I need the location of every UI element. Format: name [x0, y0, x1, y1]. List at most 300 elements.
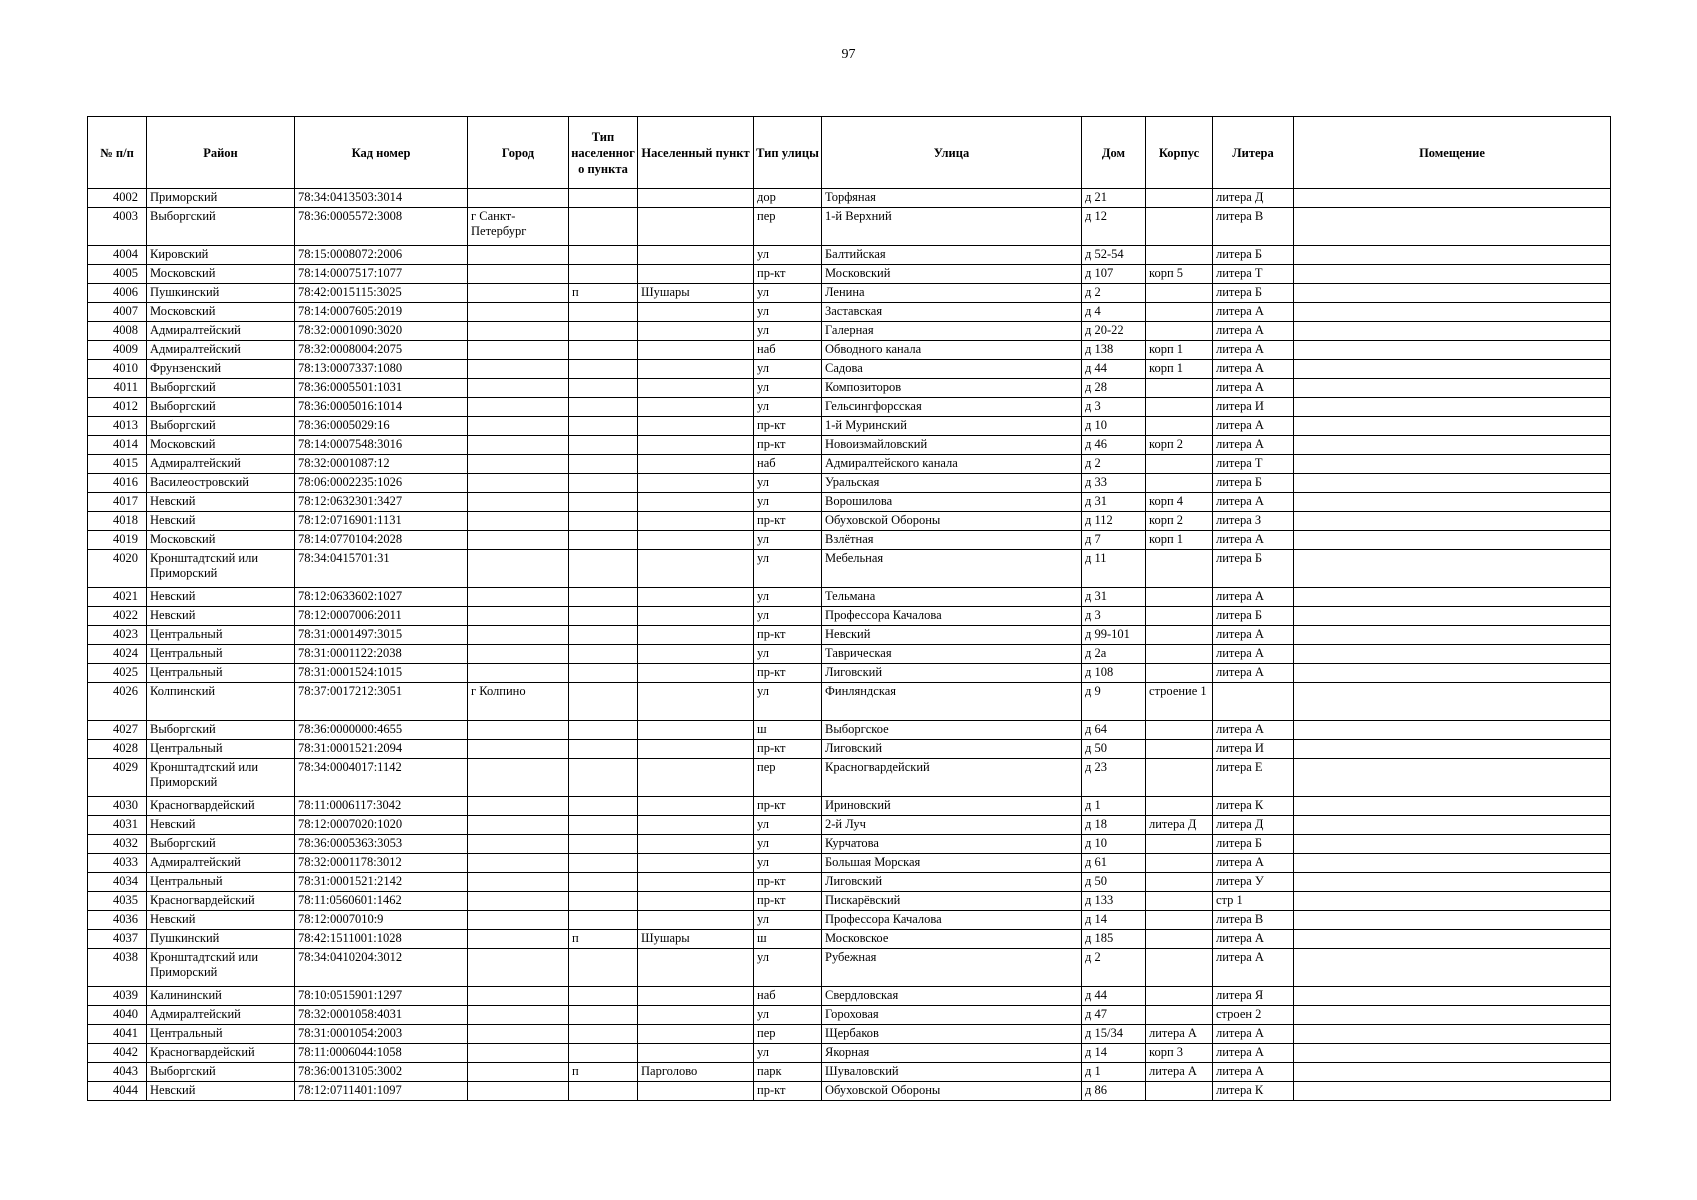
table-row — [88, 189, 1611, 208]
table-cell-street: Галерная — [822, 322, 1082, 341]
table-row — [88, 265, 1611, 284]
table-row — [88, 987, 1611, 1006]
table-row — [88, 1006, 1611, 1025]
table-cell-premises — [1294, 493, 1611, 512]
table-cell-house: д 28 — [1082, 379, 1146, 398]
table-cell-letter: литера Б — [1213, 550, 1294, 588]
table-cell-premises — [1294, 550, 1611, 588]
table-cell-street: Финляндская — [822, 683, 1082, 721]
table-row — [88, 1082, 1611, 1101]
table-cell-settlement-type — [569, 759, 638, 797]
table-cell-number: 4014 — [88, 436, 147, 455]
table-cell-letter: литера И — [1213, 398, 1294, 417]
table-cell-settlement-type — [569, 797, 638, 816]
table-cell-district: Центральный — [147, 645, 295, 664]
table-cell-district: Выборгский — [147, 721, 295, 740]
table-cell-street: Таврическая — [822, 645, 1082, 664]
table-cell-district: Кронштадтский или Приморский — [147, 759, 295, 797]
table-cell-letter: строен 2 — [1213, 1006, 1294, 1025]
table-cell-cadastral-number: 78:34:0413503:3014 — [295, 189, 468, 208]
table-cell-city — [468, 1006, 569, 1025]
table-cell-street-type: пр-кт — [754, 892, 822, 911]
table-cell-number: 4040 — [88, 1006, 147, 1025]
table-cell-street-type: пр-кт — [754, 265, 822, 284]
table-row — [88, 284, 1611, 303]
table-cell-street: Профессора Качалова — [822, 911, 1082, 930]
table-cell-settlement: Парголово — [638, 1063, 754, 1082]
table-cell-street-type: ул — [754, 246, 822, 265]
table-cell-number: 4012 — [88, 398, 147, 417]
table-cell-building — [1146, 949, 1213, 987]
table-cell-city — [468, 816, 569, 835]
table-cell-street: Композиторов — [822, 379, 1082, 398]
table-cell-premises — [1294, 911, 1611, 930]
table-cell-letter: литера А — [1213, 493, 1294, 512]
table-cell-settlement-type — [569, 550, 638, 588]
table-cell-premises — [1294, 284, 1611, 303]
table-cell-cadastral-number: 78:11:0006044:1058 — [295, 1044, 468, 1063]
table-cell-cadastral-number: 78:42:1511001:1028 — [295, 930, 468, 949]
table-cell-number: 4037 — [88, 930, 147, 949]
table-cell-settlement-type — [569, 455, 638, 474]
table-row — [88, 683, 1611, 721]
table-cell-street-type: пр-кт — [754, 873, 822, 892]
table-cell-number: 4009 — [88, 341, 147, 360]
table-cell-street-type: пер — [754, 208, 822, 246]
table-cell-street: Выборгское — [822, 721, 1082, 740]
table-cell-district: Выборгский — [147, 417, 295, 436]
table-cell-street: Курчатова — [822, 835, 1082, 854]
table-cell-house: д 2 — [1082, 455, 1146, 474]
table-cell-premises — [1294, 607, 1611, 626]
table-cell-cadastral-number: 78:31:0001521:2094 — [295, 740, 468, 759]
table-cell-city — [468, 341, 569, 360]
table-cell-house: д 47 — [1082, 1006, 1146, 1025]
table-cell-premises — [1294, 398, 1611, 417]
table-cell-number: 4004 — [88, 246, 147, 265]
table-cell-street: Якорная — [822, 1044, 1082, 1063]
table-cell-letter: литера А — [1213, 417, 1294, 436]
table-cell-settlement-type: п — [569, 930, 638, 949]
table-cell-settlement-type — [569, 1025, 638, 1044]
table-cell-building — [1146, 284, 1213, 303]
table-cell-house: д 52-54 — [1082, 246, 1146, 265]
table-cell-settlement — [638, 531, 754, 550]
table-cell-district: Московский — [147, 265, 295, 284]
table-cell-premises — [1294, 208, 1611, 246]
table-cell-premises — [1294, 816, 1611, 835]
table-cell-building: корп 3 — [1146, 1044, 1213, 1063]
table-cell-number: 4017 — [88, 493, 147, 512]
table-cell-street: Ленина — [822, 284, 1082, 303]
table-cell-cadastral-number: 78:14:0007548:3016 — [295, 436, 468, 455]
table-cell-letter: литера Б — [1213, 607, 1294, 626]
table-cell-district: Приморский — [147, 189, 295, 208]
table-cell-premises — [1294, 322, 1611, 341]
table-row — [88, 721, 1611, 740]
table-cell-building — [1146, 550, 1213, 588]
table-row — [88, 417, 1611, 436]
table-cell-number: 4029 — [88, 759, 147, 797]
table-cell-district: Адмиралтейский — [147, 854, 295, 873]
table-row — [88, 246, 1611, 265]
table-cell-street: Лиговский — [822, 664, 1082, 683]
table-cell-building — [1146, 892, 1213, 911]
table-cell-settlement-type — [569, 949, 638, 987]
table-cell-street-type: ул — [754, 550, 822, 588]
table-cell-cadastral-number: 78:14:0007605:2019 — [295, 303, 468, 322]
table-cell-house: д 108 — [1082, 664, 1146, 683]
table-cell-district: Выборгский — [147, 1063, 295, 1082]
table-row — [88, 930, 1611, 949]
table-cell-cadastral-number: 78:12:0633602:1027 — [295, 588, 468, 607]
table-cell-street: Мебельная — [822, 550, 1082, 588]
table-cell-district: Невский — [147, 607, 295, 626]
table-cell-city — [468, 797, 569, 816]
table-cell-building — [1146, 740, 1213, 759]
table-cell-settlement-type — [569, 189, 638, 208]
table-cell-building — [1146, 759, 1213, 797]
table-cell-settlement — [638, 341, 754, 360]
table-cell-street-type: пр-кт — [754, 1082, 822, 1101]
table-cell-street-type: ул — [754, 683, 822, 721]
table-row — [88, 436, 1611, 455]
table-cell-house: д 133 — [1082, 892, 1146, 911]
column-header-col-street-type: Тип улицы — [754, 117, 822, 189]
table-cell-street: 1-й Муринский — [822, 417, 1082, 436]
table-cell-building: корп 2 — [1146, 512, 1213, 531]
table-cell-street: Адмиралтейского канала — [822, 455, 1082, 474]
table-cell-street-type: ш — [754, 930, 822, 949]
table-cell-city — [468, 873, 569, 892]
table-cell-number: 4034 — [88, 873, 147, 892]
table-cell-house: д 44 — [1082, 360, 1146, 379]
table-cell-cadastral-number: 78:31:0001521:2142 — [295, 873, 468, 892]
table-cell-settlement-type — [569, 512, 638, 531]
table-cell-letter: литера Б — [1213, 246, 1294, 265]
table-cell-settlement-type — [569, 626, 638, 645]
table-cell-house: д 4 — [1082, 303, 1146, 322]
table-cell-building — [1146, 588, 1213, 607]
table-cell-city — [468, 588, 569, 607]
table-cell-city — [468, 265, 569, 284]
table-cell-building — [1146, 246, 1213, 265]
table-cell-number: 4026 — [88, 683, 147, 721]
table-cell-settlement-type — [569, 398, 638, 417]
table-cell-cadastral-number: 78:34:0410204:3012 — [295, 949, 468, 987]
table-cell-street-type: ул — [754, 531, 822, 550]
table-row — [88, 607, 1611, 626]
table-cell-building — [1146, 474, 1213, 493]
table-cell-number: 4025 — [88, 664, 147, 683]
table-cell-settlement-type — [569, 664, 638, 683]
table-cell-building: корп 1 — [1146, 341, 1213, 360]
table-cell-letter: литера В — [1213, 208, 1294, 246]
table-cell-street-type: ул — [754, 322, 822, 341]
table-cell-street: Гельсингфорсская — [822, 398, 1082, 417]
table-cell-settlement — [638, 987, 754, 1006]
table-cell-cadastral-number: 78:31:0001122:2038 — [295, 645, 468, 664]
table-cell-cadastral-number: 78:14:0007517:1077 — [295, 265, 468, 284]
table-row — [88, 854, 1611, 873]
table-cell-district: Кронштадтский или Приморский — [147, 949, 295, 987]
table-cell-district: Кронштадтский или Приморский — [147, 550, 295, 588]
table-cell-street-type: ш — [754, 721, 822, 740]
table-cell-settlement — [638, 379, 754, 398]
table-cell-street: Московское — [822, 930, 1082, 949]
table-cell-premises — [1294, 835, 1611, 854]
table-cell-letter: литера З — [1213, 512, 1294, 531]
table-cell-premises — [1294, 341, 1611, 360]
table-cell-settlement-type — [569, 873, 638, 892]
table-cell-premises — [1294, 1044, 1611, 1063]
table-cell-street-type: ул — [754, 949, 822, 987]
table-cell-settlement-type — [569, 816, 638, 835]
table-cell-premises — [1294, 1006, 1611, 1025]
table-cell-letter: литера А — [1213, 664, 1294, 683]
table-cell-building — [1146, 303, 1213, 322]
table-cell-letter: литера Е — [1213, 759, 1294, 797]
table-cell-number: 4008 — [88, 322, 147, 341]
table-body — [88, 189, 1611, 1101]
table-cell-cadastral-number: 78:36:0013105:3002 — [295, 1063, 468, 1082]
table-cell-letter: литера Б — [1213, 835, 1294, 854]
table-cell-settlement — [638, 645, 754, 664]
table-cell-settlement-type: п — [569, 284, 638, 303]
table-cell-settlement-type — [569, 987, 638, 1006]
table-cell-house: д 3 — [1082, 398, 1146, 417]
table-cell-street: Балтийская — [822, 246, 1082, 265]
table-cell-city — [468, 854, 569, 873]
table-cell-street: Лиговский — [822, 740, 1082, 759]
table-cell-district: Пушкинский — [147, 284, 295, 303]
table-cell-street-type: ул — [754, 1044, 822, 1063]
table-cell-street: Пискарёвский — [822, 892, 1082, 911]
table-cell-street-type: ул — [754, 835, 822, 854]
table-cell-house: д 2 — [1082, 949, 1146, 987]
table-cell-cadastral-number: 78:32:0001087:12 — [295, 455, 468, 474]
table-cell-street-type: пр-кт — [754, 417, 822, 436]
table-cell-settlement — [638, 474, 754, 493]
table-cell-house: д 14 — [1082, 911, 1146, 930]
table-cell-city — [468, 360, 569, 379]
table-cell-settlement — [638, 949, 754, 987]
table-row — [88, 949, 1611, 987]
table-cell-district: Красногвардейский — [147, 797, 295, 816]
table-cell-house: д 21 — [1082, 189, 1146, 208]
table-cell-cadastral-number: 78:12:0632301:3427 — [295, 493, 468, 512]
table-cell-settlement — [638, 493, 754, 512]
table-cell-settlement: Шушары — [638, 930, 754, 949]
table-cell-premises — [1294, 759, 1611, 797]
table-cell-district: Адмиралтейский — [147, 455, 295, 474]
table-cell-street: Тельмана — [822, 588, 1082, 607]
table-row — [88, 740, 1611, 759]
table-cell-city — [468, 607, 569, 626]
table-cell-number: 4023 — [88, 626, 147, 645]
table-cell-number: 4011 — [88, 379, 147, 398]
table-cell-letter: литера А — [1213, 360, 1294, 379]
table-cell-city — [468, 417, 569, 436]
table-cell-settlement-type — [569, 322, 638, 341]
table-cell-settlement — [638, 208, 754, 246]
table-cell-city — [468, 949, 569, 987]
table-cell-number: 4022 — [88, 607, 147, 626]
table-row — [88, 379, 1611, 398]
table-cell-house: д 99-101 — [1082, 626, 1146, 645]
table-cell-cadastral-number: 78:11:0006117:3042 — [295, 797, 468, 816]
table-cell-settlement-type — [569, 835, 638, 854]
table-cell-street: Обводного канала — [822, 341, 1082, 360]
table-cell-letter: литера А — [1213, 436, 1294, 455]
table-cell-number: 4007 — [88, 303, 147, 322]
table-cell-street: Взлётная — [822, 531, 1082, 550]
table-cell-premises — [1294, 683, 1611, 721]
table-cell-letter: литера А — [1213, 1044, 1294, 1063]
table-cell-house: д 12 — [1082, 208, 1146, 246]
table-cell-house: д 23 — [1082, 759, 1146, 797]
table-cell-settlement-type — [569, 436, 638, 455]
table-cell-number: 4031 — [88, 816, 147, 835]
table-cell-number: 4041 — [88, 1025, 147, 1044]
table-cell-settlement — [638, 265, 754, 284]
table-cell-building — [1146, 1082, 1213, 1101]
table-cell-house: д 2 — [1082, 284, 1146, 303]
table-cell-city — [468, 626, 569, 645]
table-cell-settlement-type — [569, 1082, 638, 1101]
table-cell-building — [1146, 987, 1213, 1006]
table-row — [88, 645, 1611, 664]
table-cell-city — [468, 189, 569, 208]
table-cell-settlement — [638, 588, 754, 607]
table-cell-city — [468, 892, 569, 911]
table-cell-city: г Санкт-Петербург — [468, 208, 569, 246]
table-row — [88, 550, 1611, 588]
table-cell-letter: литера Б — [1213, 474, 1294, 493]
table-cell-letter: литера А — [1213, 626, 1294, 645]
column-header-col-street: Улица — [822, 117, 1082, 189]
table-cell-street: Ворошилова — [822, 493, 1082, 512]
table-cell-house: д 31 — [1082, 493, 1146, 512]
table-cell-cadastral-number: 78:13:0007337:1080 — [295, 360, 468, 379]
table-row — [88, 835, 1611, 854]
table-cell-settlement-type — [569, 1044, 638, 1063]
table-row — [88, 474, 1611, 493]
table-cell-street-type: ул — [754, 588, 822, 607]
table-cell-number: 4044 — [88, 1082, 147, 1101]
table-cell-settlement — [638, 835, 754, 854]
table-cell-settlement — [638, 1044, 754, 1063]
table-cell-street: Обуховской Обороны — [822, 512, 1082, 531]
table-cell-street-type: ул — [754, 360, 822, 379]
column-header-col-premises: Помещение — [1294, 117, 1611, 189]
table-cell-street-type: пр-кт — [754, 664, 822, 683]
table-cell-street: Уральская — [822, 474, 1082, 493]
table-cell-cadastral-number: 78:31:0001054:2003 — [295, 1025, 468, 1044]
table-cell-building — [1146, 626, 1213, 645]
table-cell-settlement — [638, 455, 754, 474]
table-cell-premises — [1294, 664, 1611, 683]
table-cell-building — [1146, 911, 1213, 930]
table-cell-letter: литера К — [1213, 1082, 1294, 1101]
table-cell-cadastral-number: 78:36:0005501:1031 — [295, 379, 468, 398]
table-cell-city — [468, 398, 569, 417]
table-cell-street-type: ул — [754, 284, 822, 303]
table-cell-letter: литера Д — [1213, 816, 1294, 835]
table-cell-street-type: ул — [754, 854, 822, 873]
table-row — [88, 759, 1611, 797]
table-cell-district: Красногвардейский — [147, 892, 295, 911]
table-cell-building — [1146, 930, 1213, 949]
table-cell-city — [468, 322, 569, 341]
table-cell-premises — [1294, 892, 1611, 911]
table-cell-number: 4019 — [88, 531, 147, 550]
table-cell-street-type: ул — [754, 493, 822, 512]
table-cell-settlement-type — [569, 854, 638, 873]
table-cell-street: Большая Морская — [822, 854, 1082, 873]
table-cell-cadastral-number: 78:34:0415701:31 — [295, 550, 468, 588]
table-cell-building: литера А — [1146, 1063, 1213, 1082]
table-cell-premises — [1294, 987, 1611, 1006]
table-cell-letter: стр 1 — [1213, 892, 1294, 911]
table-cell-building — [1146, 379, 1213, 398]
table-row — [88, 892, 1611, 911]
table-cell-street-type: ул — [754, 645, 822, 664]
table-cell-street-type: пер — [754, 1025, 822, 1044]
table-cell-letter: литера А — [1213, 1025, 1294, 1044]
table-cell-cadastral-number: 78:12:0007020:1020 — [295, 816, 468, 835]
table-cell-building — [1146, 455, 1213, 474]
table-cell-house: д 33 — [1082, 474, 1146, 493]
table-cell-street-type: ул — [754, 379, 822, 398]
table-cell-settlement — [638, 436, 754, 455]
table-header-row — [88, 117, 1611, 189]
table-cell-district: Выборгский — [147, 835, 295, 854]
table-cell-street: Профессора Качалова — [822, 607, 1082, 626]
table-cell-cadastral-number: 78:32:0008004:2075 — [295, 341, 468, 360]
table-cell-street: Шуваловский — [822, 1063, 1082, 1082]
table-cell-building — [1146, 189, 1213, 208]
table-cell-number: 4005 — [88, 265, 147, 284]
table-cell-city — [468, 721, 569, 740]
table-cell-premises — [1294, 1082, 1611, 1101]
table-cell-street-type: пр-кт — [754, 512, 822, 531]
table-cell-street-type: наб — [754, 455, 822, 474]
table-cell-settlement-type — [569, 721, 638, 740]
table-cell-settlement — [638, 683, 754, 721]
table-cell-number: 4035 — [88, 892, 147, 911]
table-cell-letter: литера К — [1213, 797, 1294, 816]
table-cell-house: д 107 — [1082, 265, 1146, 284]
table-cell-premises — [1294, 797, 1611, 816]
table-cell-cadastral-number: 78:32:0001178:3012 — [295, 854, 468, 873]
table-cell-house: д 10 — [1082, 417, 1146, 436]
table-cell-premises — [1294, 303, 1611, 322]
table-row — [88, 911, 1611, 930]
table-cell-house: д 10 — [1082, 835, 1146, 854]
table-cell-premises — [1294, 531, 1611, 550]
table-cell-letter: литера У — [1213, 873, 1294, 892]
column-header-col-cadastral-number: Кад номер — [295, 117, 468, 189]
table-cell-cadastral-number: 78:36:0005363:3053 — [295, 835, 468, 854]
table-cell-street-type: ул — [754, 911, 822, 930]
table-cell-cadastral-number: 78:32:0001090:3020 — [295, 322, 468, 341]
table-cell-building: литера Д — [1146, 816, 1213, 835]
table-cell-settlement — [638, 759, 754, 797]
table-cell-premises — [1294, 626, 1611, 645]
table-row — [88, 360, 1611, 379]
table-cell-house: д 7 — [1082, 531, 1146, 550]
